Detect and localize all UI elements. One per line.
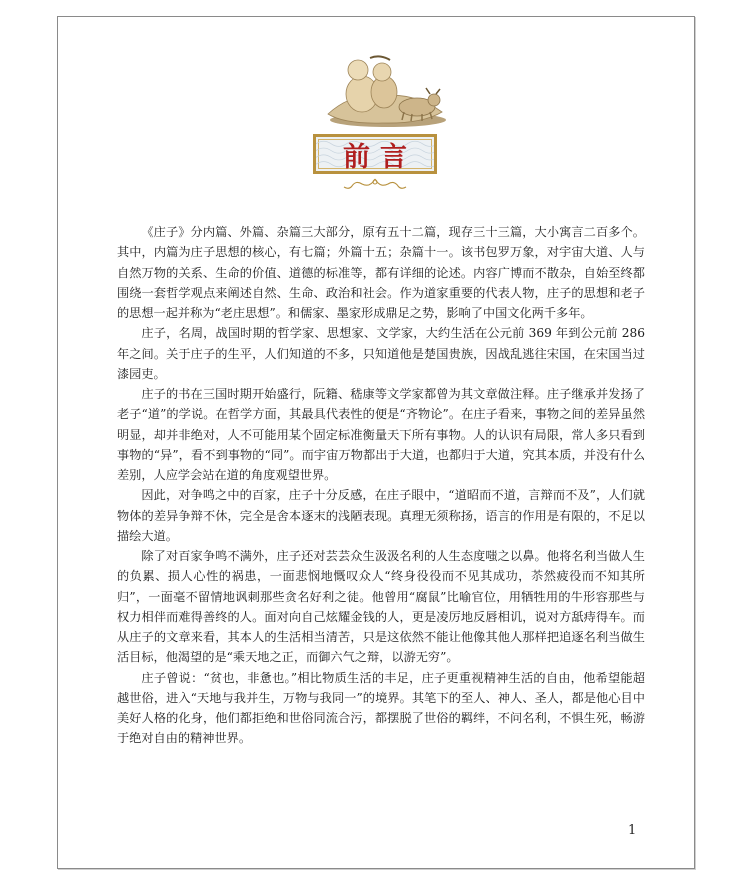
page-number: 1	[628, 823, 637, 838]
paragraph: 因此，对争鸣之中的百家，庄子十分反感，在庄子眼中，“道昭而不道，言辩而不及”，人们就物体的差异争辩不休，完全是舍本逐末的浅陋表现。真理无须称扬，语言的作用是有限的，不足以描绘大道。	[117, 488, 645, 543]
paragraph: 庄子，名周，战国时期的哲学家、思想家、文学家，大约生活在公元前 369 年到公元前 286 年之间。关于庄子的生平，人们知道的不多，只知道他是楚国贵族，因战乱逃往宋国，在宋国当过漆园吏。	[117, 326, 645, 381]
paragraph: 庄子的书在三国时期开始盛行，阮籍、嵇康等文学家都曾为其文章做注释。庄子继承并发扬了老子“道”的学说。在哲学方面，其最具代表性的便是“齐物论”。在庄子看来，事物之间的差异虽然明显，却并非绝对，人不可能用某个固定标准衡量天下所有事物。人的认识有局限，常人多只看到事物的“异”，看不到事物的“同”。而宇宙万物都出于大道，也都归于大道，究其本质，并没有什么差别，人应学会站在道的角度观望世界。	[117, 387, 645, 482]
title-box	[313, 134, 437, 174]
paragraph: 《庄子》分内篇、外篇、杂篇三大部分，原有五十二篇，现存三十三篇，大小寓言二百多个。其中，内篇为庄子思想的核心，有七篇；外篇十五；杂篇十一。该书包罗万象，对宇宙大道、人与自然万物的关系、生命的价值、道德的标准等，都有详细的论述。内容广博而不散杂，自始至终都围绕一套哲学观点来阐述自然、生命、政治和社会。作为道家重要的代表人物，庄子的思想和老子的思想一起并称为“老庄思想”。和儒家、墨家形成鼎足之势，影响了中国文化两千多年。	[117, 225, 645, 320]
page-title: 前言	[343, 141, 417, 173]
body-text	[117, 222, 645, 749]
ivory-figurine-image	[322, 52, 448, 128]
paragraph: 庄子曾说：“贫也，非惫也。”相比物质生活的丰足，庄子更重视精神生活的自由，他希望能超越世俗，进入“天地与我并生，万物与我同一”的境界。其笔下的至人、神人、圣人，都是他心目中美好人格的化身，他们都拒绝和世俗同流合污，都摆脱了世俗的羁绊，不问名利，不惧生死，畅游于绝对自由的精神世界。	[117, 670, 645, 746]
paragraph: 除了对百家争鸣不满外，庄子还对芸芸众生汲汲名利的人生态度嗤之以鼻。他将名利当做人生的负累、损人心性的祸患，一面悲悯地慨叹众人“终身役役而不见其成功，苶然疲役而不知其所归”，一面毫不留情地讽刺那些贪名好利之徒。他曾用“腐鼠”比喻官位，用牺牲用的牛形容那些与权力相伴而难得善终的人。面对向自己炫耀金钱的人，更是凌厉地反唇相讥，说对方舐痔得车。而从庄子的文章来看，其本人的生活相当清苦，只是这依然不能让他像其他人那样把追逐名利当做生活目标，他渴望的是“乘天地之正，而御六气之辩，以游无穷”。	[117, 549, 645, 665]
scroll-ornament	[340, 176, 410, 192]
